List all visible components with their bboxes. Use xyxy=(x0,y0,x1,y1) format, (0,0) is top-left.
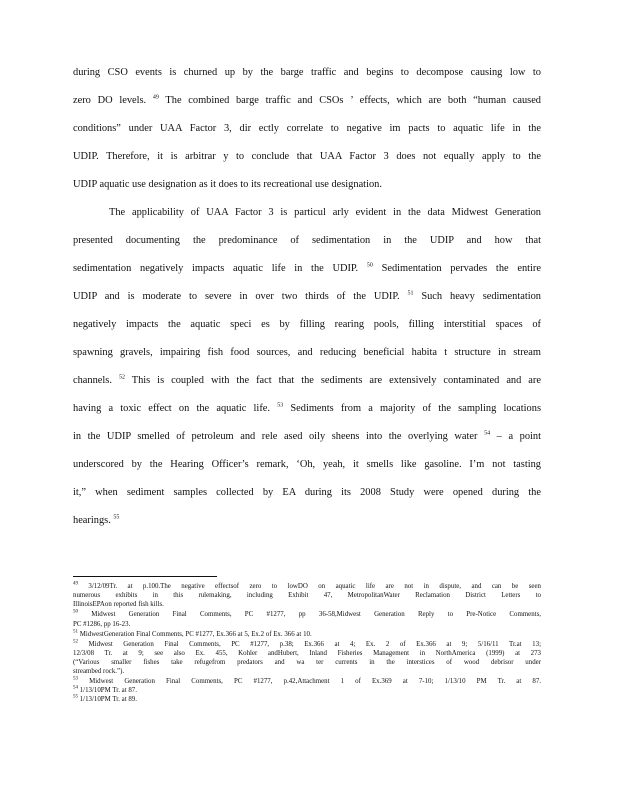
footnote-line: streambed rock.”). xyxy=(73,668,125,675)
body-text-line: conditions” under UAA Factor 3, dir ectly correlate to negative im pacts to aquatic life in the xyxy=(73,123,541,134)
body-text-line: it,” when sediment samples collected by EA during its 2008 Study were opened during the xyxy=(73,487,541,498)
footnote-marker: 53 xyxy=(277,402,284,409)
footnote-marker: 49 xyxy=(152,94,159,101)
body-text-line: channels. $^{52}$ This is coupled with the fact that the sediments are extensively contaminated and are xyxy=(73,374,541,386)
footnote-separator xyxy=(73,576,217,577)
footnote-marker: 54 xyxy=(484,430,491,437)
footnote-line: $^{50}$ Midwest Generation Final Comments, PC #1277, pp 36-58,Midwest Generation Reply to Pre-Notice Comments, xyxy=(73,609,541,618)
footnote-line: $^{55}$ 1/13/10PM Tr. at 89. xyxy=(73,694,137,703)
footnote-marker: 52 xyxy=(118,374,125,381)
body-text-line: presented documenting the predominance of sedimentation in the UDIP and how that xyxy=(73,235,541,246)
body-text-line: negatively impacts the aquatic speci es by filling rearing pools, filling interstitial spaces of xyxy=(73,319,541,330)
footnote-marker: 50 xyxy=(73,609,78,615)
footnote-line: $^{53}$ Midwest Generation Final Comments, PC #1277, p.42,Attachment 1 of Ex.369 at 7-10; 1/13/10 PM Tr. at 87. xyxy=(73,676,541,685)
body-text-line: spawning gravels, impairing fish food sources, and reducing beneficial habita t structure in stream xyxy=(73,347,541,358)
footnote-marker: 54 xyxy=(73,685,78,691)
body-text-line: sedimentation negatively impacts aquatic life in the UDIP. $^{50}$ Sedimentation pervades the entire xyxy=(73,262,541,274)
footnote-line: PC #1286, pp 16-23. xyxy=(73,621,131,628)
footnote-line: $^{52}$ Midwest Generation Final Comments, PC #1277, p.38; Ex.366 at 4; Ex. 2 of Ex.366 at 9; 5/16/11 Tr.at 13; xyxy=(73,639,541,648)
footnote-line: numerous exhibits in this rulemaking, including Exhibit 47, MetropolitanWater Reclamation District Letters to xyxy=(73,592,541,599)
body-text-line: UDIP. Therefore, it is arbitrar y to conclude that UAA Factor 3 does not equally apply to the xyxy=(73,151,541,162)
footnote-line: 12/3/08 Tr. at 9; see also Ex. 455, Kohler andHubert, Inland Fisheries Management in NorthAmerica (1999) at 273 xyxy=(73,650,541,657)
body-text-line: UDIP and is moderate to severe in over two thirds of the UDIP. $^{51}$ Such heavy sedimentation xyxy=(73,290,541,302)
footnote-line: $^{49}$ 3/12/09Tr. at p.100.The negative effectsof zero to lowDO on aquatic life are not in dispute, and can be seen xyxy=(73,581,541,590)
body-text-line: UDIP aquatic use designation as it does to its recreational use designation. xyxy=(73,179,382,190)
footnote-line: IllinoisEPAon reported fish kills. xyxy=(73,601,164,608)
footnote-line: $^{54}$ 1/13/10PM Tr. at 87. xyxy=(73,685,137,694)
body-text-line: zero DO levels. $^{49}$ The combined barge traffic and CSOs ’ effects, which are both “human caused xyxy=(73,94,542,106)
body-text-line: hearings. $^{55}$ xyxy=(73,514,120,526)
footnote-marker: 53 xyxy=(73,676,78,682)
footnote-line: $^{51}$ MidwestGeneration Final Comments, PC #1277, Ex.366 at 5, Ex.2 of Ex. 366 at 10. xyxy=(73,629,312,638)
footnote-marker: 49 xyxy=(73,581,78,587)
body-text-line: in the UDIP smelled of petroleum and rele ased oily sheens into the overlying water $^{54}$ – a point xyxy=(73,430,541,442)
body-text-line: underscored by the Hearing Officer’s remark, ‘Oh, yeah, it smells like gasoline. I’m not tasting xyxy=(73,459,541,470)
body-text-line: having a toxic effect on the aquatic life. $^{53}$ Sediments from a majority of the sampling locations xyxy=(73,402,541,414)
body-text-line: during CSO events is churned up by the barge traffic and begins to decompose causing low to xyxy=(73,67,541,78)
footnote-marker: 50 xyxy=(366,262,373,269)
footnote-marker: 51 xyxy=(407,290,414,297)
footnote-marker: 52 xyxy=(73,639,78,645)
footnote-line: (“Various smaller fishes take refugefrom predators and wa ter currents in the interstices of wood debrisor under xyxy=(73,659,541,666)
body-text-line: The applicability of UAA Factor 3 is particul arly evident in the data Midwest Generation xyxy=(109,207,541,218)
footnote-marker: 51 xyxy=(73,629,78,635)
footnote-marker: 55 xyxy=(113,514,120,521)
footnote-marker: 55 xyxy=(73,694,78,700)
